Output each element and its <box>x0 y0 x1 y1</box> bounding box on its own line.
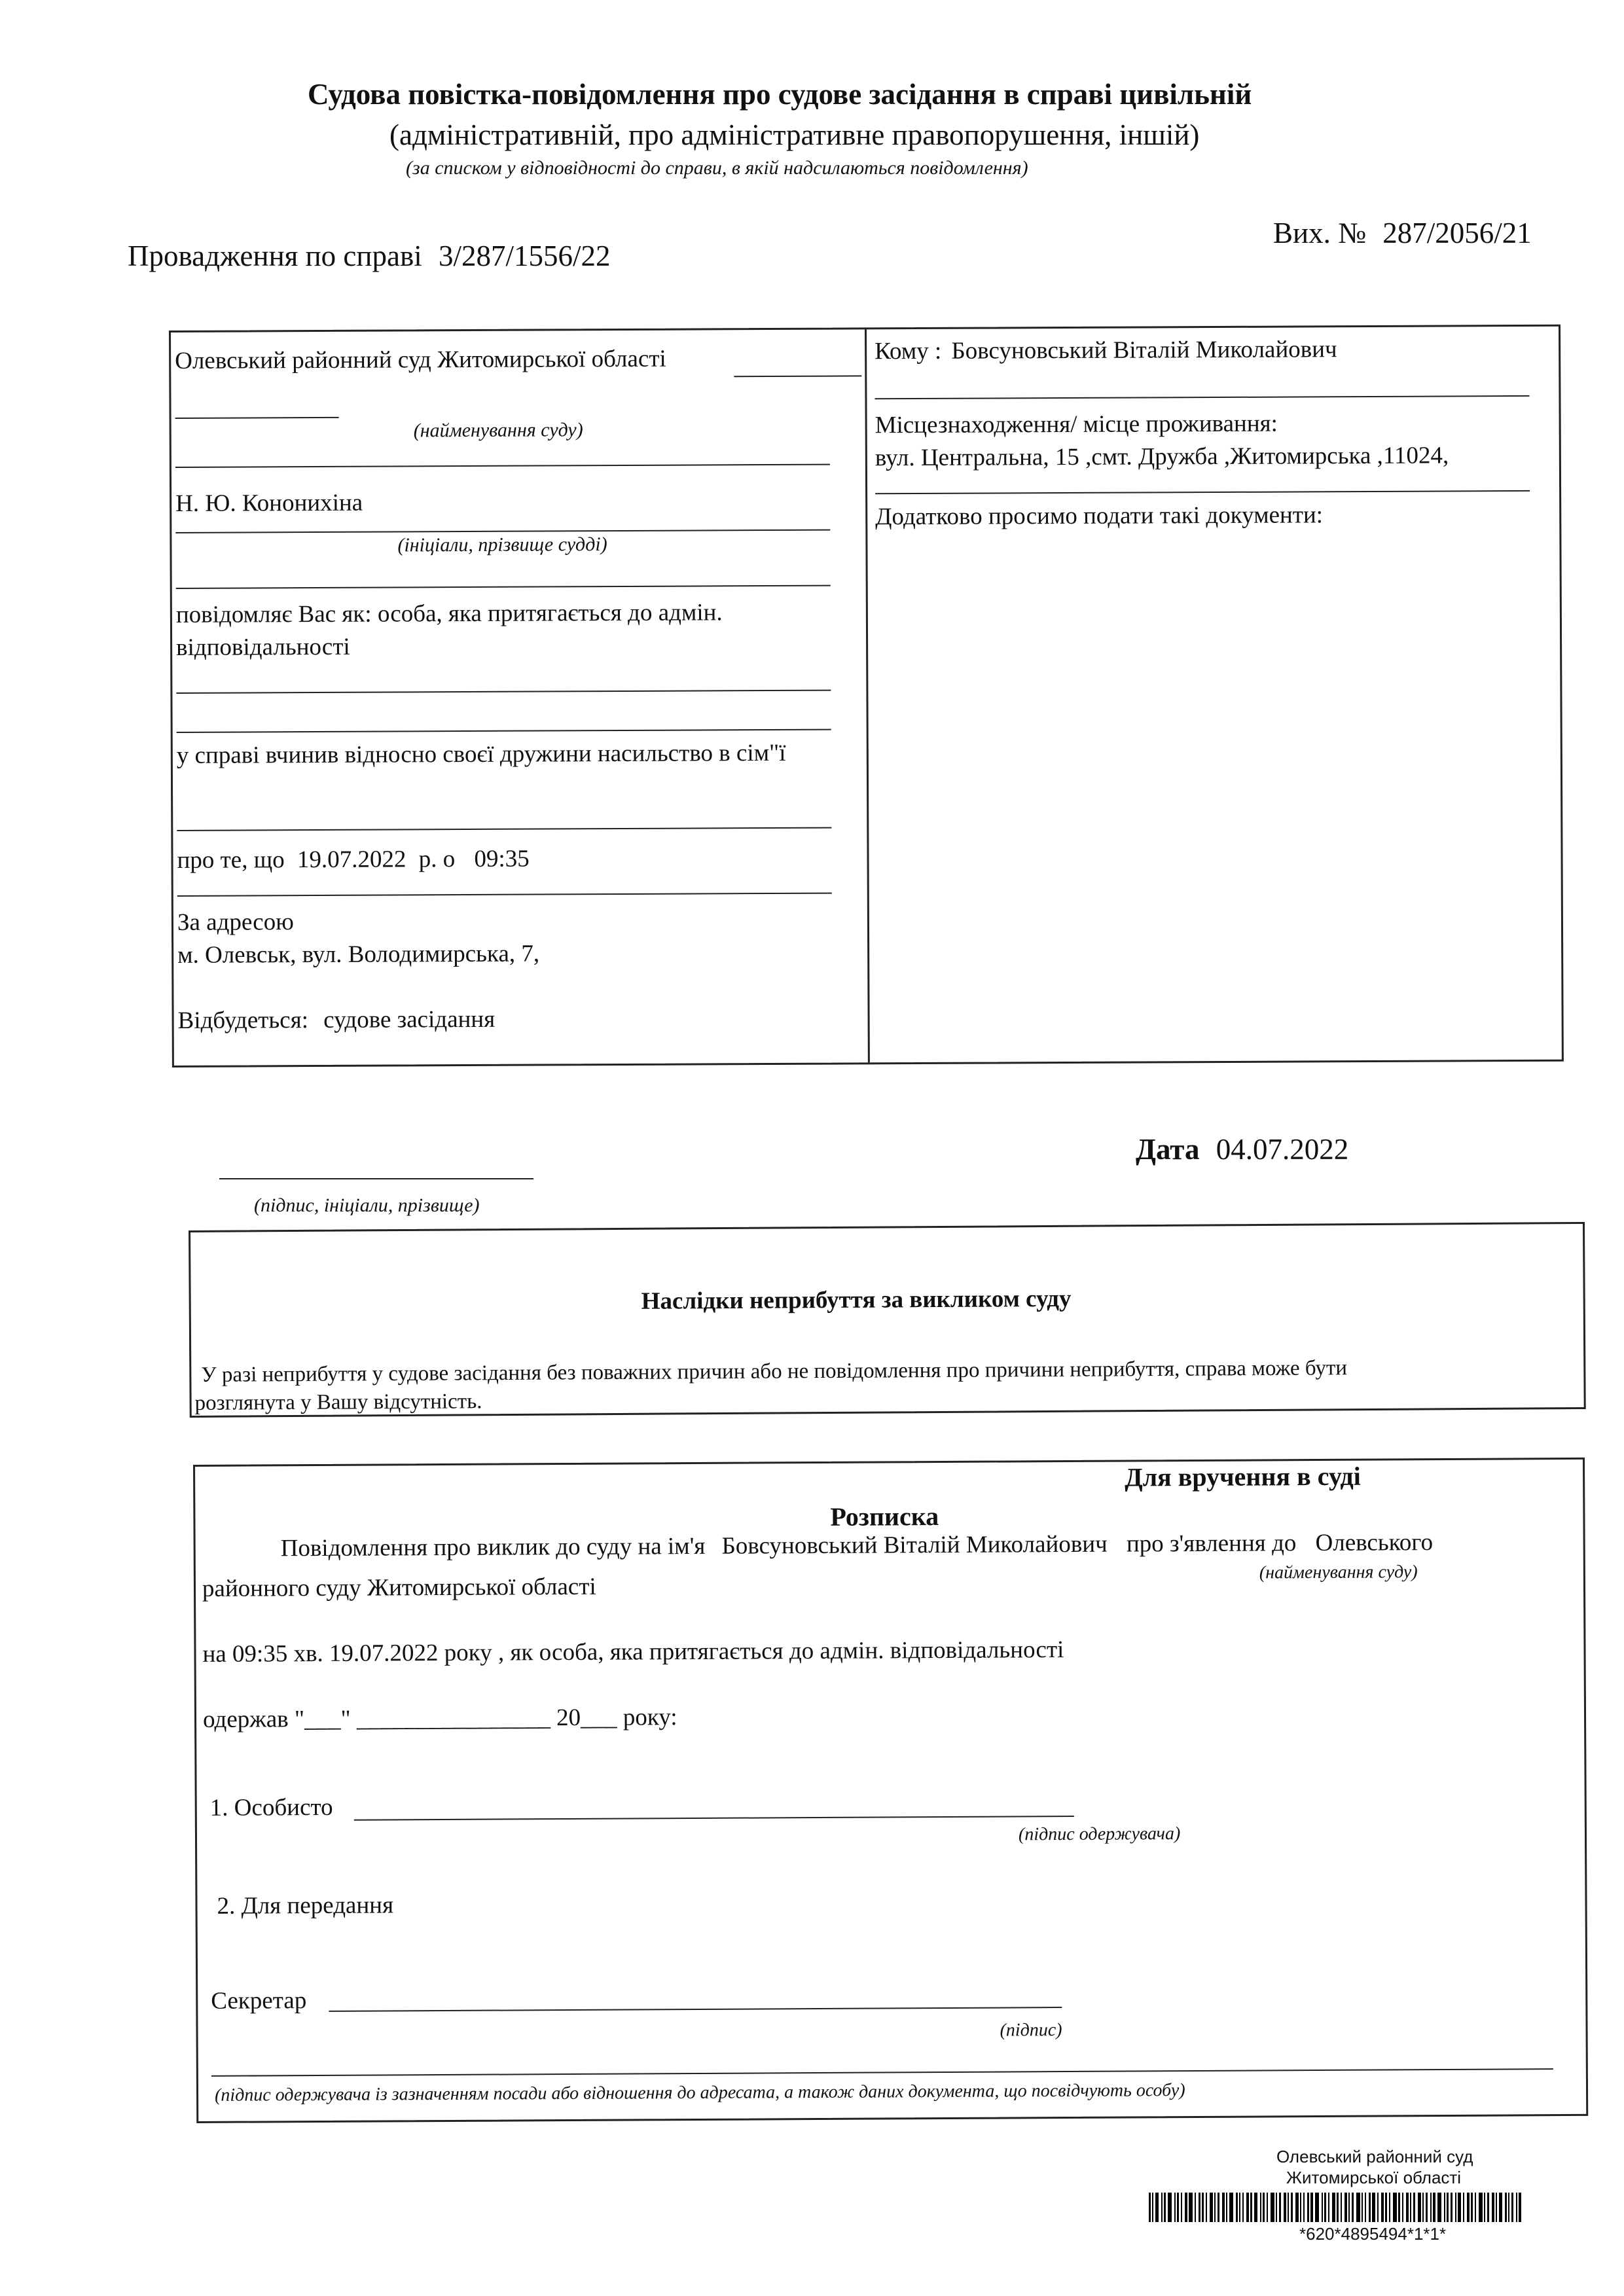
barcode-bar <box>1300 2193 1301 2222</box>
barcode-bar <box>1189 2193 1193 2222</box>
barcode-bar <box>1444 2193 1445 2222</box>
barcode-bar <box>1406 2193 1409 2222</box>
barcode-bar <box>1487 2193 1489 2222</box>
barcode-bar <box>1410 2193 1411 2222</box>
stamp-line-2: Житомирської області <box>1286 2168 1462 2187</box>
barcode-bar <box>1496 2193 1497 2222</box>
barcode-bar <box>1239 2193 1240 2222</box>
barcode-bar <box>1418 2193 1421 2222</box>
document-note: (за списком у відповідності до справи, в якій надсилаються повідомлення) <box>406 157 1028 179</box>
barcode-bar <box>1426 2193 1428 2222</box>
barcode-bar <box>1229 2193 1233 2222</box>
barcode-bar <box>1348 2193 1350 2222</box>
barcode-bar <box>1352 2193 1354 2222</box>
barcode-bar <box>1398 2193 1400 2222</box>
receipt-box <box>193 1458 1588 2123</box>
barcode-bar <box>1260 2193 1261 2222</box>
barcode-bar <box>1288 2193 1289 2222</box>
barcode-bar <box>1181 2193 1182 2222</box>
barcode-bar <box>1389 2193 1390 2222</box>
consequences-text-1: У разі неприбуття у судове засідання без поважних причин або не повідомлення про причини неприбуття, справа може бути <box>201 1356 1348 1387</box>
barcode-bar <box>1492 2193 1494 2222</box>
case-label: Провадження по справі <box>128 240 422 272</box>
location-line <box>875 490 1530 494</box>
barcode-bar <box>1242 2193 1244 2222</box>
outgoing-label: Вих. № <box>1273 217 1367 249</box>
barcode-bar <box>1177 2193 1179 2222</box>
location-label: Місцезнаходження/ місце проживання: <box>875 410 1278 439</box>
receipt-name: Бовсуновський Віталій Миколайович <box>721 1530 1108 1560</box>
barcode-bar <box>1365 2193 1366 2222</box>
receipt-prefix: Повідомлення про виклик до суду на ім'я <box>280 1532 706 1562</box>
case-number: 3/287/1556/22 <box>438 240 611 272</box>
barcode-bar <box>1385 2193 1387 2222</box>
outgoing-reference <box>1273 216 1532 250</box>
document-title: Судова повістка-повідомлення про судове засідання в справі цивільній <box>308 78 1252 111</box>
receipt-title: Розписка <box>830 1501 939 1532</box>
barcode-bar <box>1149 2193 1151 2222</box>
barcode-bar <box>1430 2193 1432 2222</box>
barcode-bar <box>1284 2193 1286 2222</box>
date-label: Дата <box>1136 1133 1200 1166</box>
date-value: 04.07.2022 <box>1216 1133 1349 1166</box>
barcode-bar <box>1369 2193 1371 2222</box>
event-value: судове засідання <box>323 1005 496 1033</box>
barcode-bar <box>1511 2193 1513 2222</box>
notify-line-2: відповідальності <box>176 633 350 661</box>
barcode-bar <box>1341 2193 1342 2222</box>
barcode-bar <box>1279 2193 1281 2222</box>
barcode-bar <box>1307 2193 1309 2222</box>
transfer-label: 2. Для передання <box>217 1892 394 1920</box>
barcode-bar <box>1437 2193 1441 2222</box>
barcode-bar <box>1356 2193 1360 2222</box>
barcode-bar <box>1254 2193 1257 2222</box>
barcode-bar <box>1291 2193 1293 2222</box>
outgoing-number: 287/2056/21 <box>1382 217 1532 249</box>
recipient-info <box>875 335 1337 365</box>
receipt-court-caption: (найменування суду) <box>1259 1562 1418 1583</box>
barcode-bar <box>1499 2193 1502 2222</box>
court-caption: (найменування суду) <box>413 419 583 442</box>
hearing-label: про те, що <box>177 846 285 874</box>
recipient-details-line <box>211 2068 1553 2077</box>
barcode-bar <box>1210 2193 1213 2222</box>
address-value: м. Олевськ, вул. Володимирська, 7, <box>177 940 540 969</box>
barcode-bar <box>1332 2193 1335 2222</box>
receipt-suffix: про з'явлення до <box>1126 1530 1297 1558</box>
barcode-bar <box>1195 2193 1196 2222</box>
signature-line <box>219 1178 533 1179</box>
case-desc-line <box>177 827 831 831</box>
receipt-line-3: на 09:35 хв. 19.07.2022 року , як особа, яка притягається до адмін. відповідальності <box>202 1636 1064 1668</box>
document-subtitle: (адміністративній, про адміністративне правопорушення, іншій) <box>389 118 1200 151</box>
hearing-mid: р. о <box>418 846 456 873</box>
barcode-bar <box>1505 2193 1507 2222</box>
notify-line <box>176 690 831 694</box>
signature-caption: (підпис, ініціали, прізвище) <box>254 1194 480 1216</box>
barcode-bar <box>1168 2193 1172 2222</box>
barcode-bar <box>1467 2193 1470 2222</box>
barcode-bar <box>1377 2193 1379 2222</box>
barcode-bar <box>1322 2193 1323 2222</box>
additional-docs: Додатково просимо подати такі документи: <box>875 501 1324 531</box>
event-label: Відбудеться: <box>177 1007 309 1034</box>
barcode-bar <box>1267 2193 1268 2222</box>
barcode-bar <box>1455 2193 1456 2222</box>
notify-line-b <box>177 729 831 733</box>
barcode-bar <box>1236 2193 1238 2222</box>
barcode-bar <box>1303 2193 1305 2222</box>
consequences-title: Наслідки неприбуття за викликом суду <box>641 1285 1072 1315</box>
barcode-bar <box>1174 2193 1176 2222</box>
barcode-bar <box>1164 2193 1166 2222</box>
barcode-bar <box>1271 2193 1274 2222</box>
barcode-bar <box>1451 2193 1453 2222</box>
secretary-signature-line <box>329 2007 1062 2012</box>
barcode-bar <box>1362 2193 1363 2222</box>
barcode-bar <box>1337 2193 1339 2222</box>
barcode-bar <box>1475 2193 1476 2222</box>
barcode-bar <box>1218 2193 1219 2222</box>
hearing-time: 09:35 <box>474 845 530 872</box>
barcode-bar <box>1161 2193 1163 2222</box>
barcode-bar <box>1381 2193 1384 2222</box>
summons-box <box>169 325 1564 1067</box>
secretary-label: Секретар <box>211 1987 307 2015</box>
event-info <box>178 1005 496 1035</box>
barcode-bar <box>1250 2193 1252 2222</box>
barcode-bar <box>1324 2193 1326 2222</box>
received-line: одержав "___" ________________ 20___ року: <box>202 1704 677 1733</box>
personal-signature-line <box>354 1816 1074 1821</box>
barcode-bar <box>1422 2193 1424 2222</box>
barcode-bar <box>1447 2193 1449 2222</box>
court-name-line-2 <box>175 417 339 419</box>
court-name: Олевський районний суд Житомирської області <box>175 345 666 374</box>
barcode-bar <box>1226 2193 1227 2222</box>
barcode-bar <box>1516 2193 1517 2222</box>
barcode-bar <box>1155 2193 1159 2222</box>
hearing-date: 19.07.2022 <box>297 846 406 874</box>
recipient-line <box>875 395 1529 399</box>
barcode-bar <box>1214 2193 1216 2222</box>
court-caption-line <box>175 464 830 468</box>
barcode-bar <box>1519 2193 1521 2222</box>
receipt-line-1 <box>281 1528 1434 1562</box>
judge-name: Н. Ю. Кононихіна <box>175 489 363 517</box>
barcode-bar <box>1328 2193 1329 2222</box>
judge-caption-line <box>176 585 831 589</box>
barcode-bar <box>1471 2193 1473 2222</box>
barcode-bar <box>1458 2193 1461 2222</box>
case-description: у справі вчинив відносно своєї дружини насильство в сім"ї <box>176 739 786 769</box>
barcode-bar <box>1310 2193 1313 2222</box>
barcode-bar <box>1372 2193 1375 2222</box>
barcode-bar <box>1263 2193 1265 2222</box>
recipient-name: Бовсуновський Віталій Миколайович <box>951 336 1337 365</box>
personal-label: 1. Особисто <box>209 1793 333 1821</box>
barcode-bar <box>1463 2193 1464 2222</box>
secretary-caption: (підпис) <box>1000 2020 1062 2041</box>
barcode-bar <box>1413 2193 1415 2222</box>
barcode-bar <box>1393 2193 1397 2222</box>
barcode-bar <box>1276 2193 1277 2222</box>
barcode-bar <box>1479 2193 1483 2222</box>
hearing-info <box>177 845 529 874</box>
barcode-bar <box>1484 2193 1485 2222</box>
consequences-box <box>189 1222 1586 1418</box>
for-court-label: Для вручення в суді <box>1125 1461 1361 1492</box>
stamp-line-1: Олевський районний суд <box>1276 2147 1473 2166</box>
consequences-text-2: розглянута у Вашу відсутність. <box>194 1390 482 1415</box>
barcode-text: *620*4895494*1*1* <box>1299 2224 1447 2244</box>
barcode-bar <box>1202 2193 1204 2222</box>
barcode-bar <box>1222 2193 1225 2222</box>
barcode-bar <box>1295 2193 1299 2222</box>
case-reference <box>128 239 610 273</box>
judge-caption: (ініціали, прізвище судді) <box>397 533 607 556</box>
barcode-bar <box>1344 2193 1347 2222</box>
barcode <box>1149 2193 1600 2222</box>
notify-line-1: повідомляє Вас як: особа, яка притягається до адмін. <box>175 599 723 628</box>
personal-caption: (підпис одержувача) <box>1018 1823 1181 1845</box>
barcode-bar <box>1199 2193 1200 2222</box>
court-name-line-tail <box>734 375 861 377</box>
barcode-bar <box>1246 2193 1249 2222</box>
barcode-bar <box>1433 2193 1435 2222</box>
barcode-bar <box>1402 2193 1403 2222</box>
barcode-bar <box>1206 2193 1207 2222</box>
barcode-bar <box>1152 2193 1153 2222</box>
footer-caption: (підпис одержувача із зазначенням посади або відношення до адресата, а також даних документа, що посвідчують особу) <box>214 2080 1185 2106</box>
hearing-line <box>177 893 832 897</box>
barcode-bar <box>1508 2193 1509 2222</box>
column-divider <box>865 329 870 1062</box>
barcode-bar <box>1315 2193 1319 2222</box>
receipt-court: Олевського <box>1315 1529 1434 1557</box>
document-date <box>1136 1132 1348 1166</box>
location-value: вул. Центральна, 15 ,смт. Дружба ,Житомирська ,11024, <box>875 442 1449 472</box>
receipt-line-2: районного суду Житомирської області <box>202 1573 596 1602</box>
recipient-label: Кому : <box>875 337 942 365</box>
address-label: За адресою <box>177 908 294 936</box>
judge-line <box>175 529 830 533</box>
barcode-bar <box>1185 2193 1187 2222</box>
